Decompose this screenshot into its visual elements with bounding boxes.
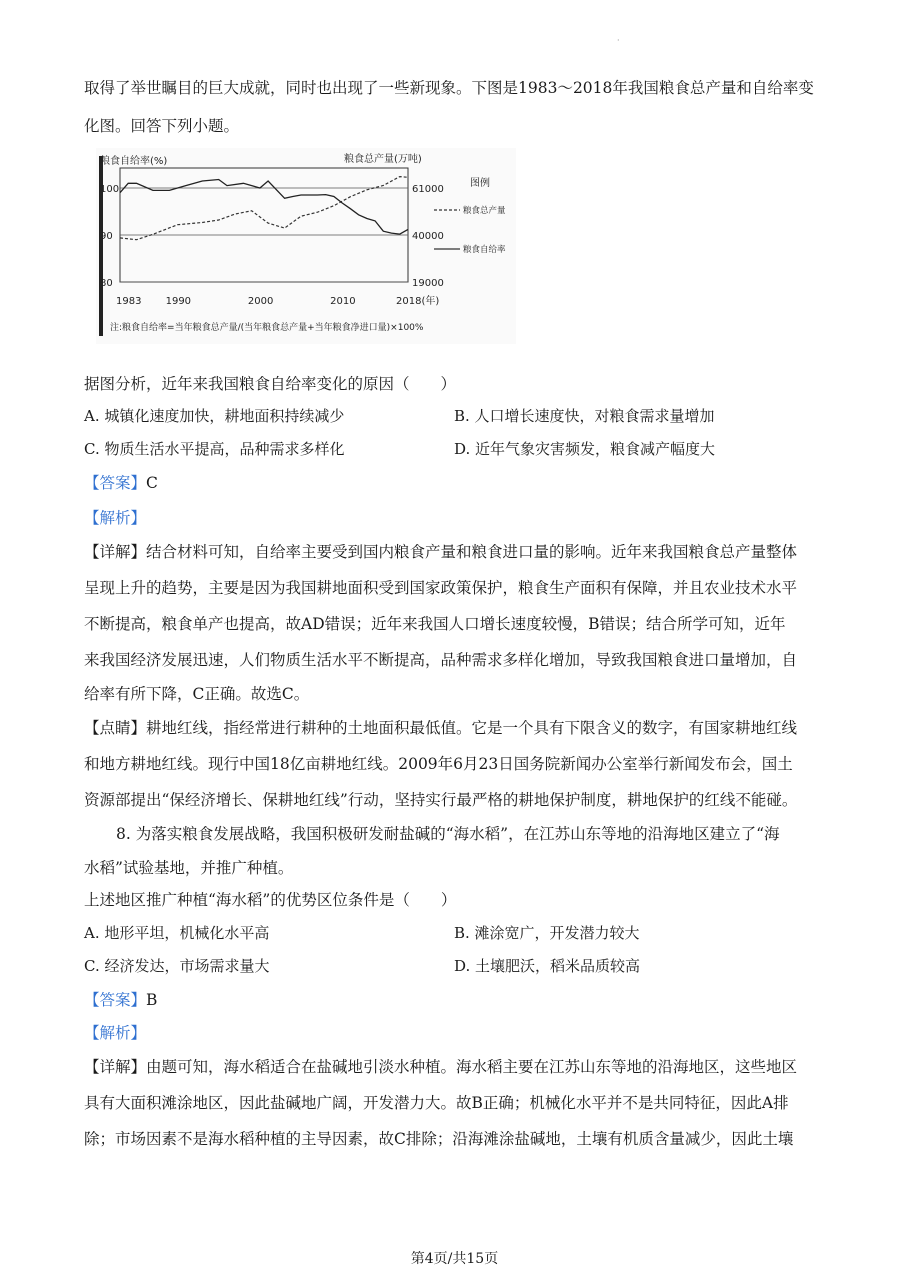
detail-text: 由题可知，海水稻适合在盐碱地引淡水种植。海水稻主要在江苏山东等地的沿海地区，这些地区 <box>146 1058 798 1076</box>
left-tick-label: 80 <box>100 278 113 289</box>
legend-label-production: 粮食总产量 <box>463 206 506 216</box>
left-axis-label: 粮食自给率(%) <box>100 156 168 167</box>
legend-title: 图例 <box>470 178 490 189</box>
q7-option-d: D. 近年气象灾害频发，粮食减产幅度大 <box>454 440 716 458</box>
q7-dianjing-3: 资源部提出“保经济增长、保耕地红线”行动，坚持实行最严格的耕地保护制度，耕地保护的红线不能碰。 <box>84 791 798 809</box>
q8-detail-2: 具有大面积滩涂地区，因此盐碱地广阔，开发潜力大。故B正确；机械化水平并不是共同特征，因此A排 <box>84 1094 789 1112</box>
q7-dianjing-1 <box>84 716 797 738</box>
q7-option-b: B. 人口增长速度快，对粮食需求量增加 <box>454 407 715 425</box>
q7-option-c: C. 物质生活水平提高，品种需求多样化 <box>84 440 345 458</box>
answer-value: C <box>146 474 158 492</box>
grain-chart <box>96 148 516 344</box>
q8-option-c: C. 经济发达，市场需求量大 <box>84 957 270 975</box>
detail-text: 结合材料可知，自给率主要受到国内粮食产量和粮食进口量的影响。近年来我国粮食总产量整体 <box>146 543 798 561</box>
q8-option-b: B. 滩涂宽广，开发潜力较大 <box>454 924 640 942</box>
dianjing-text: 耕地红线，指经常进行耕种的土地面积最低值。它是一个具有下限含义的数字，有国家耕地红线 <box>146 719 798 737</box>
intro-line-1: 取得了举世瞩目的巨大成就，同时也出现了一些新现象。下图是1983～2018年我国粮食总产量和自给率变 <box>84 79 814 97</box>
x-tick-label: 1983 <box>116 296 142 307</box>
answer-tag: 【答案】 <box>84 991 147 1009</box>
right-tick-label: 19000 <box>412 278 444 289</box>
right-tick-label: 61000 <box>412 184 444 195</box>
q8-detail-3: 除；市场因素不是海水稻种植的主导因素，故C排除；沿海滩涂盐碱地，土壤有机质含量减少，因此土壤 <box>84 1130 794 1148</box>
x-tick-label: 1990 <box>165 296 192 307</box>
chart-note: 注:粮食自给率=当年粮食总产量/(当年粮食总产量+当年粮食净进口量)×100% <box>110 323 424 333</box>
answer-value: B <box>146 991 158 1009</box>
q7-detail-5: 给率有所下降，C正确。故选C。 <box>84 685 310 703</box>
q7-dianjing-2: 和地方耕地红线。现行中国18亿亩耕地红线。2009年6月23日国务院新闻办公室举行新闻发布会，国土 <box>84 755 793 773</box>
q8-intro-1: 8. 为落实粮食发展战略，我国积极研发耐盐碱的“海水稻”，在江苏山东等地的沿海地区建立了“海 <box>116 825 780 843</box>
detail-tag: 【详解】 <box>84 1058 147 1076</box>
x-tick-label: 2000 <box>247 296 274 307</box>
q7-detail-1 <box>84 540 797 562</box>
q7-detail-3: 不断提高，粮食单产也提高，故AD错误；近年来我国人口增长速度较慢，B错误；结合所学可知，近年 <box>84 615 786 633</box>
scan-edge <box>99 156 103 336</box>
q8-stem: 上述地区推广种植“海水稻”的优势区位条件是（ ） <box>84 891 457 909</box>
detail-tag: 【详解】 <box>84 543 147 561</box>
q7-stem: 据图分析，近年来我国粮食自给率变化的原因（ ） <box>84 375 457 393</box>
left-tick-label: 100 <box>100 184 120 195</box>
answer-tag: 【答案】 <box>84 474 147 492</box>
dianjing-tag: 【点睛】 <box>84 719 147 737</box>
x-tick-label: 2010 <box>330 296 356 307</box>
scan-dot: · <box>617 36 620 45</box>
q8-option-d: D. 土壤肥沃，稻米品质较高 <box>454 957 641 975</box>
x-tick-label: 2018(年) <box>396 296 440 307</box>
q7-analysis-tag: 【解析】 <box>84 509 147 527</box>
legend-label-selfsufficiency: 粮食自给率 <box>463 245 506 255</box>
q7-option-a: A. 城镇化速度加快，耕地面积持续减少 <box>84 407 345 425</box>
page-footer: 第4页/共15页 <box>410 1251 499 1267</box>
left-tick-label: 90 <box>100 231 113 242</box>
right-tick-label: 40000 <box>412 231 444 242</box>
q7-detail-4: 来我国经济发展迅速，人们物质生活水平不断提高，品种需求多样化增加，导致我国粮食进口量增加，自 <box>84 651 798 669</box>
q8-option-a: A. 地形平坦，机械化水平高 <box>84 924 270 942</box>
q8-detail-1 <box>84 1055 797 1077</box>
q8-intro-2: 水稻”试验基地，并推广种植。 <box>84 859 294 877</box>
q7-answer <box>84 471 158 493</box>
q8-answer <box>84 988 157 1010</box>
intro-line-2: 化图。回答下列小题。 <box>84 117 240 135</box>
q7-detail-2: 呈现上升的趋势，主要是因为我国耕地面积受到国家政策保护，粮食生产面积有保障，并且农业技术水平 <box>84 579 798 597</box>
right-axis-label: 粮食总产量(万吨) <box>344 154 422 165</box>
q8-analysis-tag: 【解析】 <box>84 1024 147 1042</box>
